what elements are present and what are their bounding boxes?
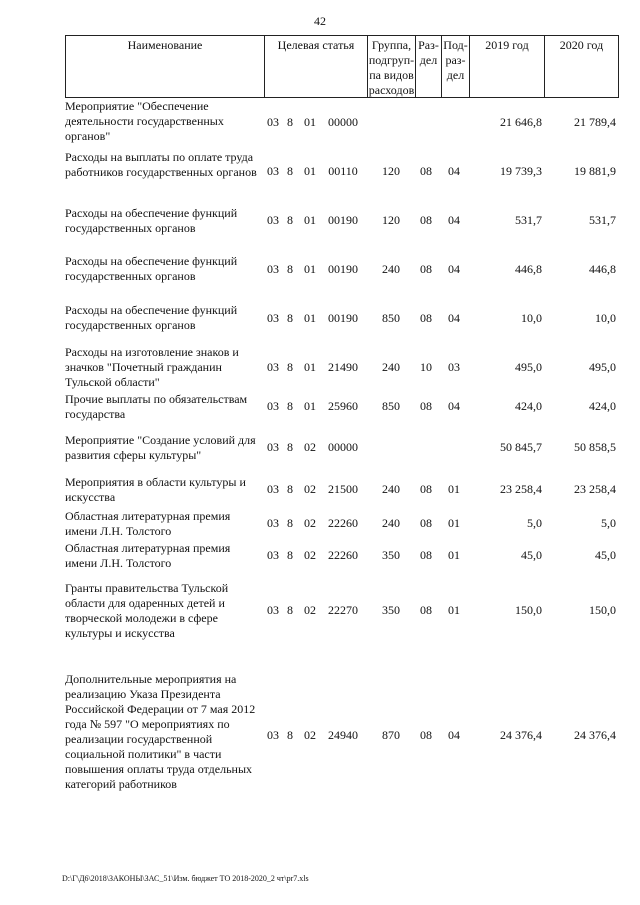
cell-code-1: 03 <box>267 728 279 742</box>
cell-code-2: 8 <box>287 399 293 413</box>
header-name: Наименование <box>127 38 203 52</box>
cell-podrazdel: 01 <box>448 603 460 617</box>
cell-code-3: 01 <box>304 213 316 227</box>
cell-razdel: 08 <box>420 548 432 562</box>
cell-group: 350 <box>382 548 400 562</box>
cell-razdel: 08 <box>420 482 432 496</box>
cell-podrazdel: 04 <box>448 262 460 276</box>
cell-code-3: 01 <box>304 360 316 374</box>
cell-code-3: 02 <box>304 548 316 562</box>
cell-razdel: 08 <box>420 728 432 742</box>
cell-code-2: 8 <box>287 548 293 562</box>
cell-2020: 23 258,4 <box>574 482 616 496</box>
cell-code-2: 8 <box>287 164 293 178</box>
cell-code-1: 03 <box>267 360 279 374</box>
cell-2019: 10,0 <box>521 311 542 325</box>
row-name: Областная литературная премия имени Л.Н. Толстого <box>65 509 231 538</box>
cell-2020: 24 376,4 <box>574 728 616 742</box>
cell-code-1: 03 <box>267 603 279 617</box>
cell-2019: 531,7 <box>515 213 542 227</box>
cell-2019: 45,0 <box>521 548 542 562</box>
cell-2019: 19 739,3 <box>500 164 542 178</box>
cell-code-4: 00000 <box>328 440 358 454</box>
cell-2020: 424,0 <box>589 399 616 413</box>
row-name: Расходы на обеспечение функций государственных органов <box>65 206 238 235</box>
cell-code-1: 03 <box>267 213 279 227</box>
cell-2020: 150,0 <box>589 603 616 617</box>
cell-razdel: 08 <box>420 213 432 227</box>
cell-2020: 446,8 <box>589 262 616 276</box>
cell-razdel: 08 <box>420 262 432 276</box>
header-2019: 2019 год <box>469 36 544 97</box>
cell-podrazdel: 04 <box>448 399 460 413</box>
cell-group: 120 <box>382 213 400 227</box>
cell-2019: 5,0 <box>527 516 542 530</box>
cell-code-3: 01 <box>304 262 316 276</box>
row-name: Мероприятие "Обеспечение деятельности государственных органов" <box>65 99 224 143</box>
cell-group: 350 <box>382 603 400 617</box>
row-name: Областная литературная премия имени Л.Н. Толстого <box>65 541 231 570</box>
cell-podrazdel: 01 <box>448 548 460 562</box>
cell-code-2: 8 <box>287 603 293 617</box>
cell-code-2: 8 <box>287 482 293 496</box>
cell-group: 240 <box>382 482 400 496</box>
cell-podrazdel: 04 <box>448 311 460 325</box>
cell-code-3: 02 <box>304 603 316 617</box>
cell-code-3: 01 <box>304 115 316 129</box>
cell-code-4: 22260 <box>328 548 358 562</box>
cell-2020: 5,0 <box>601 516 616 530</box>
cell-code-3: 01 <box>304 311 316 325</box>
cell-razdel: 08 <box>420 516 432 530</box>
cell-code-1: 03 <box>267 399 279 413</box>
cell-razdel: 08 <box>420 311 432 325</box>
cell-podrazdel: 04 <box>448 213 460 227</box>
cell-2019: 24 376,4 <box>500 728 542 742</box>
cell-podrazdel: 03 <box>448 360 460 374</box>
cell-code-1: 03 <box>267 115 279 129</box>
cell-group: 120 <box>382 164 400 178</box>
cell-code-1: 03 <box>267 516 279 530</box>
cell-code-3: 02 <box>304 728 316 742</box>
cell-2020: 531,7 <box>589 213 616 227</box>
cell-code-2: 8 <box>287 262 293 276</box>
cell-2019: 21 646,8 <box>500 115 542 129</box>
row-name: Прочие выплаты по обязательствам государства <box>65 392 248 421</box>
cell-code-1: 03 <box>267 548 279 562</box>
header-razdel: Раз- дел <box>415 36 441 97</box>
cell-code-4: 00190 <box>328 311 358 325</box>
row-name: Мероприятие "Создание условий для развития сферы культуры" <box>65 433 256 462</box>
header-group: Группа, подгруп- па видов расходов <box>368 38 415 97</box>
table-header <box>65 35 619 98</box>
cell-code-4: 24940 <box>328 728 358 742</box>
cell-code-2: 8 <box>287 440 293 454</box>
cell-code-2: 8 <box>287 728 293 742</box>
cell-code-3: 01 <box>304 164 316 178</box>
cell-2020: 21 789,4 <box>574 115 616 129</box>
cell-code-1: 03 <box>267 164 279 178</box>
cell-group: 240 <box>382 516 400 530</box>
cell-2019: 495,0 <box>515 360 542 374</box>
cell-code-4: 22270 <box>328 603 358 617</box>
row-name: Мероприятия в области культуры и искусства <box>65 475 246 504</box>
cell-2020: 45,0 <box>595 548 616 562</box>
cell-code-3: 02 <box>304 516 316 530</box>
header-target: Целевая статья <box>264 36 367 97</box>
cell-code-1: 03 <box>267 482 279 496</box>
row-name: Расходы на обеспечение функций государственных органов <box>65 303 238 332</box>
cell-2019: 424,0 <box>515 399 542 413</box>
cell-group: 870 <box>382 728 400 742</box>
cell-code-1: 03 <box>267 262 279 276</box>
cell-2020: 10,0 <box>595 311 616 325</box>
cell-razdel: 08 <box>420 603 432 617</box>
cell-code-4: 00000 <box>328 115 358 129</box>
cell-2019: 150,0 <box>515 603 542 617</box>
cell-code-1: 03 <box>267 311 279 325</box>
cell-code-4: 21490 <box>328 360 358 374</box>
cell-code-4: 21500 <box>328 482 358 496</box>
row-name: Гранты правительства Тульской области для одаренных детей и творческой молодежи в сфере культуры и искусства <box>65 581 229 640</box>
cell-code-2: 8 <box>287 115 293 129</box>
cell-razdel: 08 <box>420 164 432 178</box>
cell-code-4: 00110 <box>328 164 358 178</box>
cell-group: 850 <box>382 311 400 325</box>
file-path-footer: D:\Г\Д6\2018\ЗАКОНЫ\ЗАС_51\Изм. бюджет ТО 2018-2020_2 чт\pr7.xls <box>62 874 309 883</box>
cell-podrazdel: 04 <box>448 164 460 178</box>
cell-code-3: 02 <box>304 440 316 454</box>
cell-code-2: 8 <box>287 311 293 325</box>
cell-group: 240 <box>382 262 400 276</box>
cell-2020: 50 858,5 <box>574 440 616 454</box>
cell-razdel: 08 <box>420 399 432 413</box>
cell-podrazdel: 01 <box>448 482 460 496</box>
cell-code-4: 00190 <box>328 213 358 227</box>
cell-group: 240 <box>382 360 400 374</box>
cell-2019: 23 258,4 <box>500 482 542 496</box>
row-name: Дополнительные мероприятия на реализацию Указа Президента Российской Федерации от 7 мая 2012 года № 597 "О мероприятиях по реализации государственной социальной политики" в части повышения оплаты труда отдельных категорий работников <box>65 672 256 791</box>
cell-podrazdel: 01 <box>448 516 460 530</box>
cell-2020: 495,0 <box>589 360 616 374</box>
cell-code-3: 01 <box>304 399 316 413</box>
cell-2020: 19 881,9 <box>574 164 616 178</box>
cell-code-4: 22260 <box>328 516 358 530</box>
header-2020: 2020 год <box>544 36 618 97</box>
cell-code-2: 8 <box>287 516 293 530</box>
cell-code-3: 02 <box>304 482 316 496</box>
row-name: Расходы на выплаты по оплате труда работников государственных органов <box>65 150 257 179</box>
row-name: Расходы на изготовление знаков и значков "Почетный гражданин Тульской области" <box>65 345 239 389</box>
cell-group: 850 <box>382 399 400 413</box>
cell-code-4: 00190 <box>328 262 358 276</box>
cell-podrazdel: 04 <box>448 728 460 742</box>
row-name: Расходы на обеспечение функций государственных органов <box>65 254 238 283</box>
header-podrazdel: Под- раз- дел <box>441 36 469 97</box>
cell-code-1: 03 <box>267 440 279 454</box>
page-number: 42 <box>314 14 326 28</box>
cell-code-4: 25960 <box>328 399 358 413</box>
cell-razdel: 10 <box>420 360 432 374</box>
cell-2019: 50 845,7 <box>500 440 542 454</box>
cell-2019: 446,8 <box>515 262 542 276</box>
cell-code-2: 8 <box>287 213 293 227</box>
cell-code-2: 8 <box>287 360 293 374</box>
